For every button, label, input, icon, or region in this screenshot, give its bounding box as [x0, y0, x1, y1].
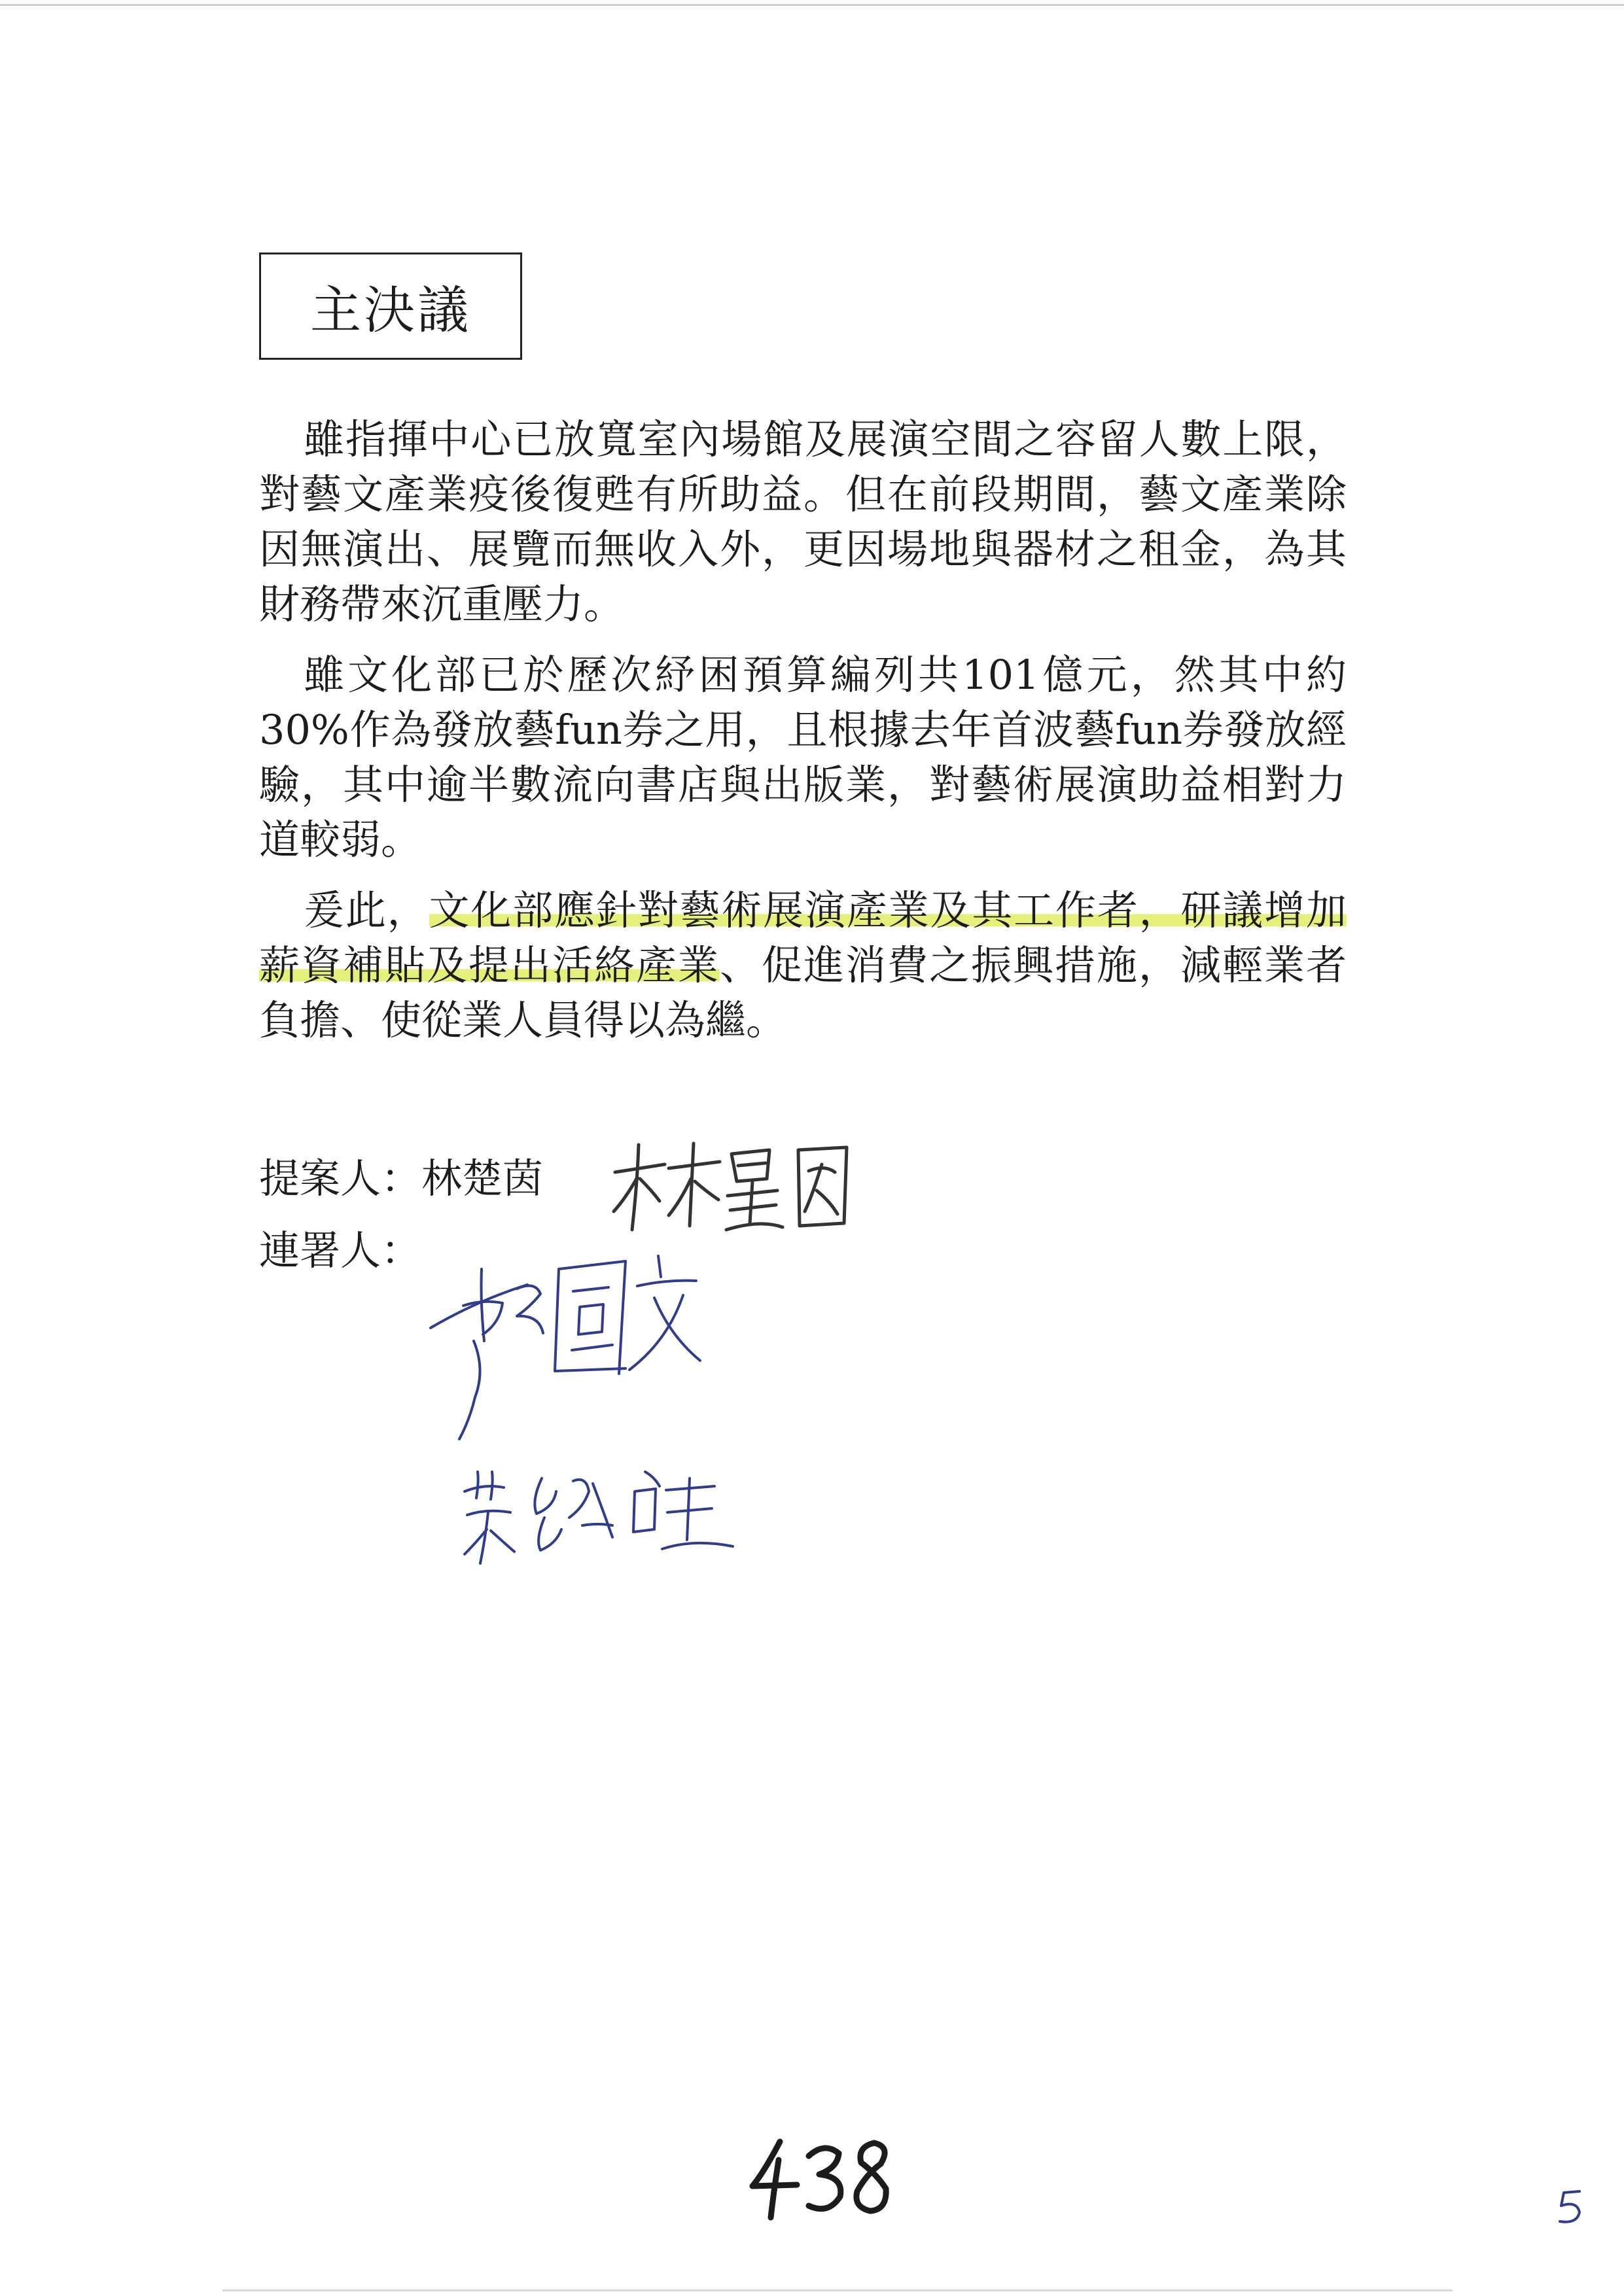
top-edge-rule [0, 4, 1624, 6]
paragraph-3 [259, 883, 1347, 1048]
paragraph-1 [259, 412, 1347, 632]
cosigner-label: 連署人： [259, 1226, 422, 1274]
page-number-handwritten [746, 2134, 903, 2225]
cosigner-line [259, 1218, 421, 1276]
body-text [259, 412, 1347, 1064]
proposer-handwritten-signature [609, 1138, 857, 1243]
heading-text: 主決議 [309, 281, 471, 340]
highlighted-text: 文化部應針對藝術展演產業及其工作者，研議增加薪資補貼及提出活絡產業 [259, 886, 1347, 989]
paragraph-3-lead: 爰此， [304, 886, 429, 934]
bottom-edge-rule [222, 2289, 1453, 2291]
corner-number-handwritten [1551, 2185, 1590, 2231]
proposer-line [259, 1146, 543, 1204]
paragraph-3-tail: 、促進消費之振興措施，減輕業者負擔、使從業人員得以為繼。 [259, 941, 1347, 1044]
paragraph-1-text: 雖指揮中心已放寬室內場館及展演空間之容留人數上限，對藝文產業疫後復甦有所助益。但在前段期間，藝文產業除因無演出、展覽而無收入外，更因場地與器材之租金，為其財務帶來沉重壓力。 [259, 415, 1347, 628]
paragraph-2 [259, 648, 1347, 867]
cosigner-2-handwritten-signature [458, 1452, 746, 1583]
proposer-name: 林楚茵 [421, 1155, 544, 1202]
heading-box [259, 252, 522, 360]
proposer-label: 提案人： [259, 1155, 422, 1202]
paragraph-2-text: 雖文化部已於歷次紓困預算編列共101億元，然其中約30%作為發放藝fun券之用，且根據去年首波藝fun券發放經驗，其中逾半數流向書店與出版業，對藝術展演助益相對力道較弱。 [259, 651, 1347, 863]
cosigner-1-handwritten-signature [419, 1243, 720, 1452]
